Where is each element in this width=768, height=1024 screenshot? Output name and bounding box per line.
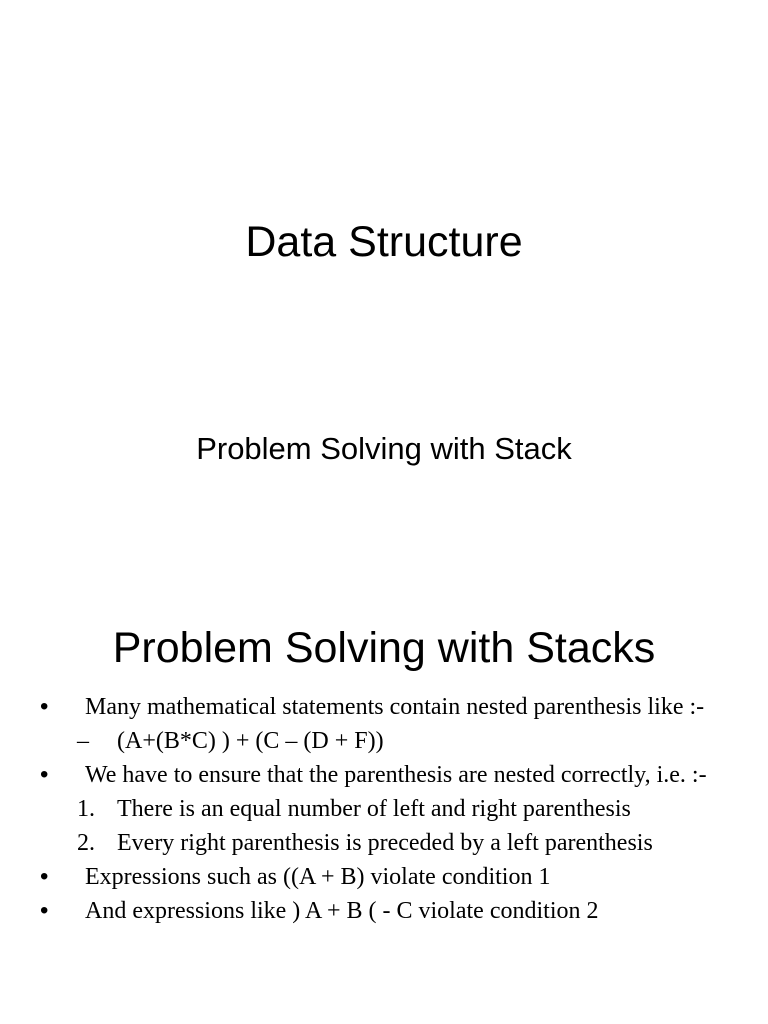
list-item	[0, 761, 768, 789]
list-item-text: (A+(B*C) ) + (C – (D + F))	[117, 728, 384, 754]
list-item	[0, 727, 768, 755]
content-slide	[0, 576, 768, 1024]
list-item	[0, 863, 768, 891]
bullet-marker: •	[40, 897, 49, 924]
slide-subtitle: Problem Solving with Stack	[196, 431, 572, 466]
bullet-list	[0, 693, 768, 925]
list-item	[0, 693, 768, 721]
list-item-text: Many mathematical statements contain nested parenthesis like :-	[85, 694, 705, 720]
list-item-text: Every right parenthesis is preceded by a left parenthesis	[117, 830, 653, 856]
content-slide-title: Problem Solving with Stacks	[112, 624, 656, 672]
dash-marker: –	[77, 728, 89, 754]
list-item-text: Expressions such as ((A + B) violate condition 1	[85, 864, 551, 890]
number-marker: 2.	[77, 830, 95, 856]
bullet-marker: •	[40, 863, 49, 890]
slide-title: Data Structure	[245, 218, 523, 266]
list-item	[0, 829, 768, 857]
bullet-marker: •	[40, 761, 49, 788]
list-item-text: We have to ensure that the parenthesis are nested correctly, i.e. :-	[85, 762, 707, 788]
list-item-text: There is an equal number of left and right parenthesis	[117, 796, 631, 822]
bullet-marker: •	[40, 693, 49, 720]
list-item	[0, 897, 768, 925]
list-item-text: And expressions like ) A + B ( - C violate condition 2	[85, 898, 599, 924]
list-item	[0, 795, 768, 823]
number-marker: 1.	[77, 796, 95, 822]
